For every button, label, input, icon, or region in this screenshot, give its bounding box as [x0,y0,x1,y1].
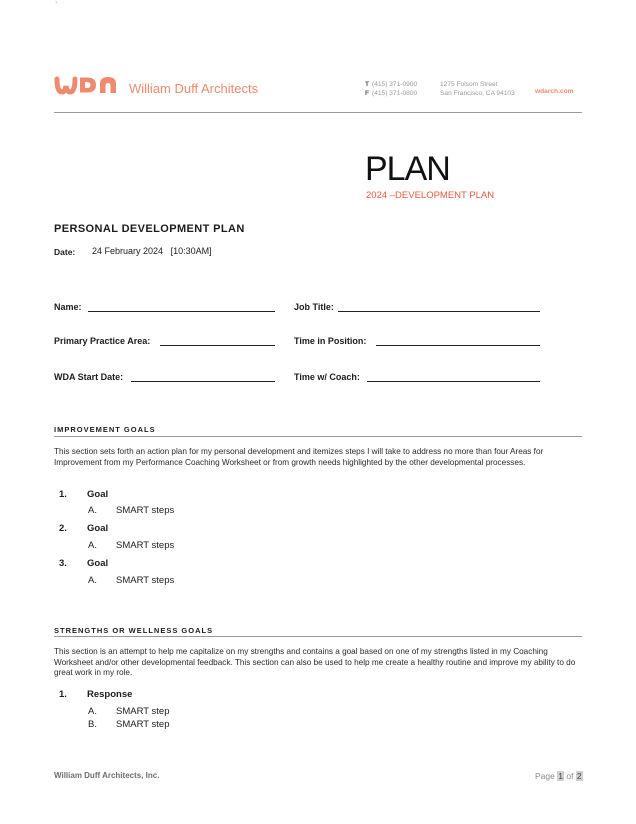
page-of: of [566,771,574,781]
company-name: William Duff Architects [129,81,259,96]
step-letter: A. [88,575,97,586]
strengths-goals-title: STRENGTHS OR WELLNESS GOALS [54,626,214,635]
page-title: PLAN [365,150,450,188]
step-text: SMART steps [116,540,175,551]
street-address: 1275 Folsom Street [440,81,498,88]
step-text: SMART step [116,719,170,730]
wda-logo-icon [54,75,120,95]
fax-number: (415) 371-0800 [372,90,418,97]
phone-fax-block [365,80,417,98]
name-field[interactable] [88,311,275,312]
document-heading: PERSONAL DEVELOPMENT PLAN [54,223,245,235]
phone-number: (415) 371-0900 [372,81,418,88]
goal-label: Goal [87,489,109,500]
time-text: [10:30AM] [170,246,212,256]
step-letter: A. [88,706,97,717]
job-title-field[interactable] [338,311,540,312]
page-indicator [535,771,583,781]
step-letter: B. [88,719,97,730]
start-date-label: WDA Start Date: [54,372,124,382]
time-in-position-field[interactable] [376,345,540,346]
goal-number: 3. [59,558,67,569]
page-word: Page [535,771,555,781]
step-letter: A. [88,540,97,551]
date-label: Date: [54,247,76,257]
goal-number: 2. [59,523,67,534]
strengths-divider [54,636,582,637]
strengths-intro: This section is an attempt to help me capitalize on my strengths and contains a goal based on one of my strengths listed in my Coaching Worksheet and/or other developmental feedback. This section can also be used to help me create a healthy routine and improve my ability to do great work in my role. [54,647,576,677]
current-page: 1 [558,771,563,781]
start-date-field[interactable] [131,381,275,382]
fax-label: F [365,90,370,97]
improvement-divider [54,436,582,437]
goal-label: Goal [87,523,109,534]
goal-label: Goal [87,558,109,569]
improvement-goals-title: IMPROVEMENT GOALS [54,425,156,434]
date-text: 24 February 2024 [92,246,164,256]
date-value [92,246,212,256]
phone-label: T [365,81,370,88]
time-w-coach-field[interactable] [367,381,540,382]
step-letter: A. [88,505,97,516]
improvement-intro: This section sets forth an action plan for my personal development and itemizes steps I will take to address no more than four Areas for Improvement from my Performance Coaching Worksheet or from growth needs highlighted by the other developmental processes. [54,447,544,467]
step-text: SMART step [116,706,170,717]
top-mark: ` [55,1,58,10]
time-in-position-label: Time in Position: [294,336,367,346]
practice-area-field[interactable] [160,345,275,346]
address-block [440,80,515,98]
total-pages: 2 [576,771,582,781]
name-label: Name: [54,302,82,312]
website-link[interactable]: wdarch.com [535,88,574,95]
step-text: SMART steps [116,575,175,586]
response-label: Response [87,689,133,700]
step-text: SMART steps [116,505,175,516]
goal-number: 1. [59,489,67,500]
response-number: 1. [59,689,67,700]
time-w-coach-label: Time w/ Coach: [294,372,360,382]
header-divider [54,112,582,113]
practice-area-label: Primary Practice Area: [54,336,151,346]
footer-company: William Duff Architects, Inc. [54,771,160,780]
page-subtitle: 2024 –DEVELOPMENT PLAN [366,190,495,201]
city-address: San Francisco, CA 94103 [440,90,515,97]
job-title-label: Job Title: [294,302,334,312]
